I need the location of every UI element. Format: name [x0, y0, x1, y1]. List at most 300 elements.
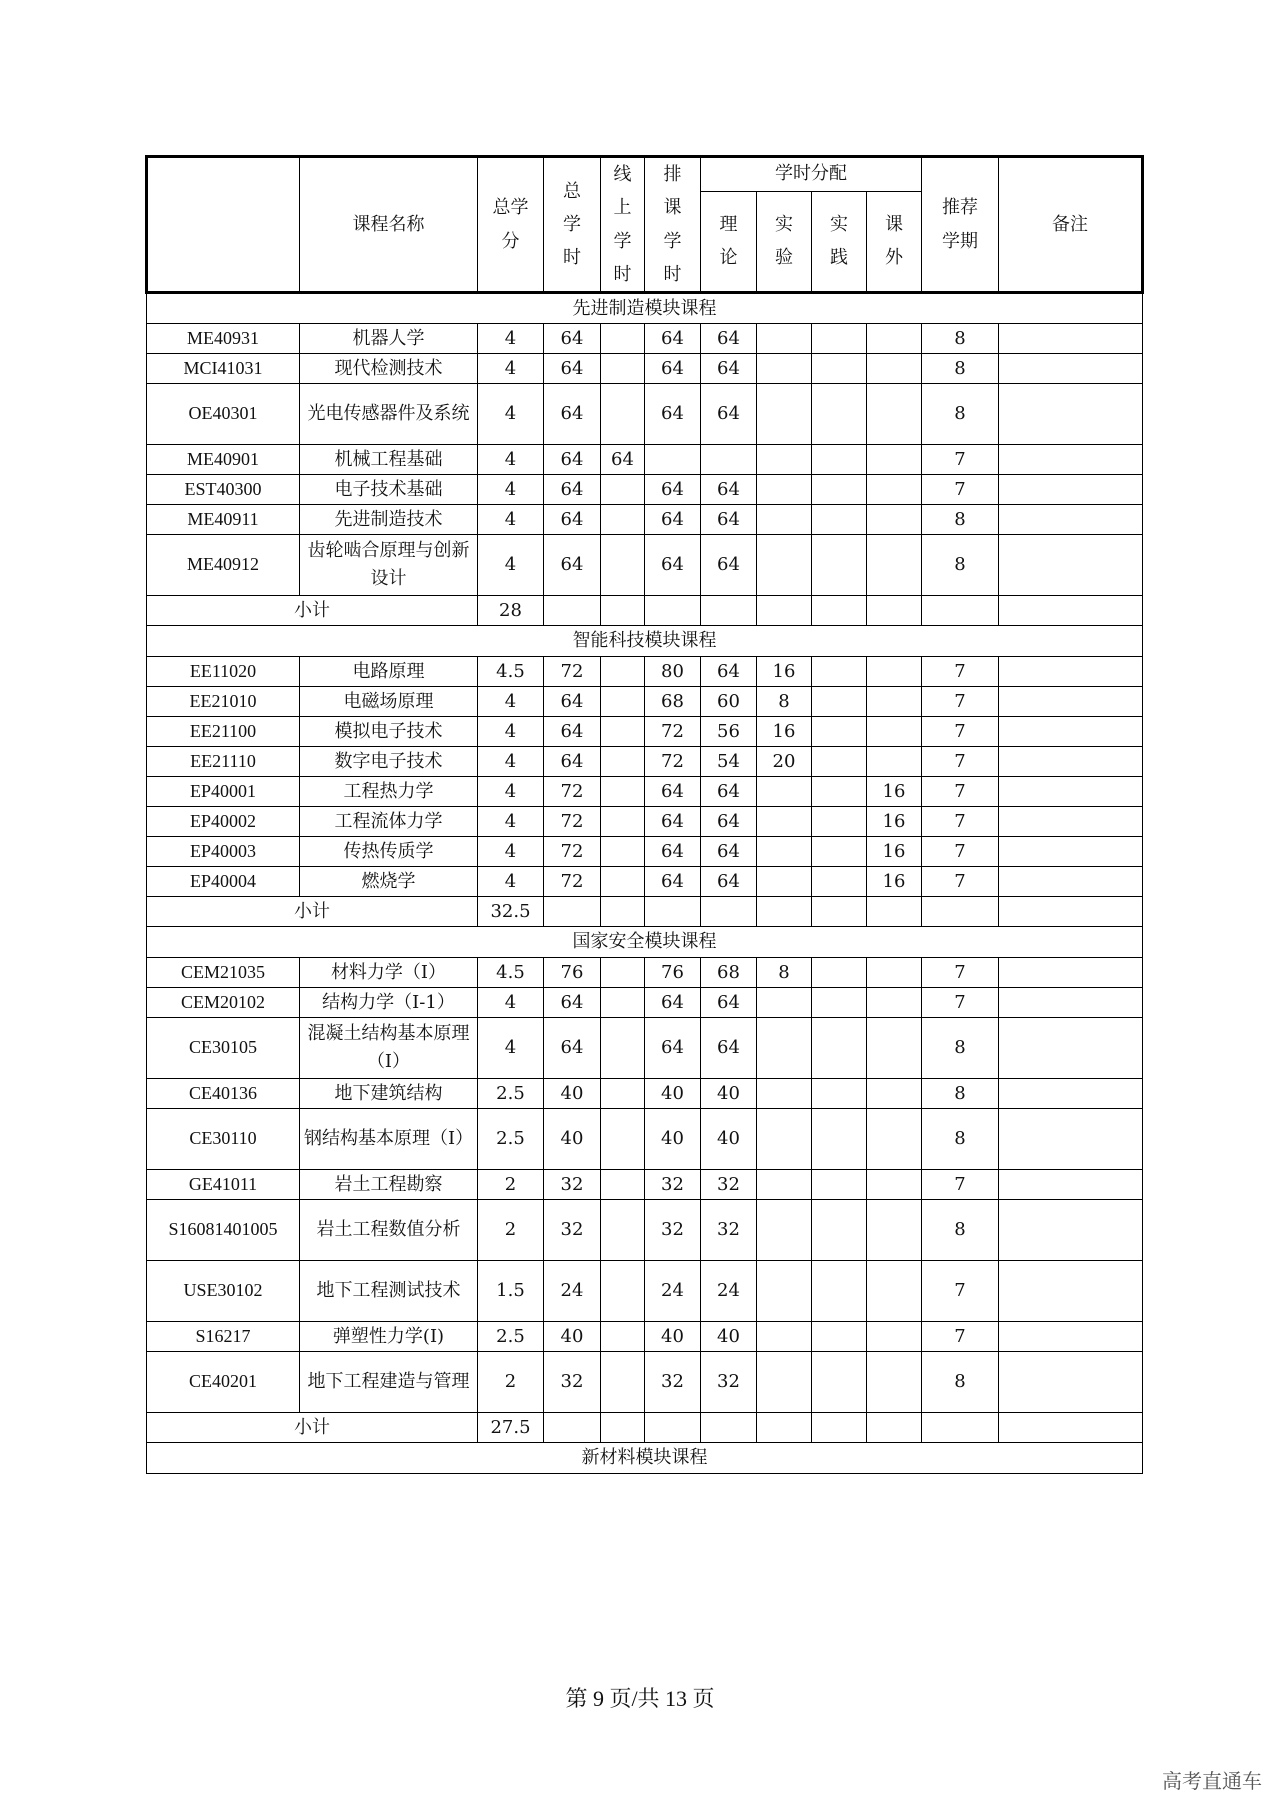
cell-semester: 7: [922, 837, 999, 867]
cell-online-hours: [601, 717, 645, 747]
course-table: [145, 155, 1144, 1474]
cell-online-hours: [601, 1200, 645, 1261]
subtotal-label: 小计: [147, 897, 478, 927]
cell-extracurricular: [867, 958, 922, 988]
cell-theory: 64: [701, 807, 757, 837]
cell-scheduled-hours: 40: [645, 1322, 701, 1352]
cell-name: 工程热力学: [300, 777, 478, 807]
cell-experiment: [757, 1170, 812, 1200]
cell-semester: 8: [922, 1079, 999, 1109]
cell-notes: [999, 535, 1143, 596]
cell-scheduled-hours: 64: [645, 535, 701, 596]
section-title: 国家安全模块课程: [147, 927, 1143, 958]
course-row: [147, 1018, 1143, 1079]
header-total-hours: 总学时: [544, 157, 601, 293]
cell-extracurricular: [867, 1109, 922, 1170]
cell-code: CEM20102: [147, 988, 300, 1018]
course-row: [147, 837, 1143, 867]
cell-semester: 8: [922, 505, 999, 535]
cell-online-hours: [601, 1018, 645, 1079]
subtotal-empty-cell: [867, 1413, 922, 1443]
course-row: [147, 1200, 1143, 1261]
cell-total-hours: 72: [544, 837, 601, 867]
cell-online-hours: [601, 837, 645, 867]
cell-total-hours: 64: [544, 687, 601, 717]
cell-total-hours: 64: [544, 535, 601, 596]
cell-scheduled-hours: 80: [645, 657, 701, 687]
cell-experiment: [757, 1018, 812, 1079]
cell-theory: 64: [701, 657, 757, 687]
subtotal-empty-cell: [544, 897, 601, 927]
subtotal-empty-cell: [922, 1413, 999, 1443]
cell-credits: 4: [478, 1018, 544, 1079]
cell-extracurricular: [867, 1261, 922, 1322]
cell-theory: 68: [701, 958, 757, 988]
subtotal-empty-cell: [701, 897, 757, 927]
cell-credits: 4: [478, 384, 544, 445]
cell-extracurricular: [867, 384, 922, 445]
subtotal-empty-cell: [812, 596, 867, 626]
cell-notes: [999, 777, 1143, 807]
header-hour-allocation: 学时分配: [701, 157, 922, 192]
header-credits: 总学分: [478, 157, 544, 293]
cell-notes: [999, 354, 1143, 384]
cell-experiment: [757, 535, 812, 596]
cell-experiment: [757, 1261, 812, 1322]
cell-scheduled-hours: 64: [645, 505, 701, 535]
cell-extracurricular: [867, 747, 922, 777]
cell-name: 模拟电子技术: [300, 717, 478, 747]
cell-experiment: [757, 445, 812, 475]
cell-experiment: [757, 475, 812, 505]
cell-practice: [812, 687, 867, 717]
page-footer: 第 9 页/共 13 页: [565, 1686, 715, 1711]
cell-extracurricular: [867, 445, 922, 475]
cell-scheduled-hours: 40: [645, 1109, 701, 1170]
cell-code: ME40931: [147, 324, 300, 354]
cell-online-hours: [601, 1322, 645, 1352]
cell-name: 地下工程测试技术: [300, 1261, 478, 1322]
cell-semester: 7: [922, 687, 999, 717]
cell-name: 齿轮啮合原理与创新设计: [300, 535, 478, 596]
cell-notes: [999, 475, 1143, 505]
cell-notes: [999, 384, 1143, 445]
cell-code: EE21010: [147, 687, 300, 717]
cell-theory: 64: [701, 988, 757, 1018]
cell-semester: 7: [922, 777, 999, 807]
cell-credits: 4: [478, 747, 544, 777]
cell-practice: [812, 1109, 867, 1170]
cell-experiment: [757, 324, 812, 354]
subtotal-empty-cell: [645, 596, 701, 626]
cell-semester: 7: [922, 807, 999, 837]
subtotal-empty-cell: [867, 897, 922, 927]
cell-notes: [999, 505, 1143, 535]
cell-name: 地下建筑结构: [300, 1079, 478, 1109]
header-practice: 实践: [812, 191, 867, 293]
cell-online-hours: [601, 1109, 645, 1170]
subtotal-empty-cell: [645, 1413, 701, 1443]
cell-name: 弹塑性力学(I): [300, 1322, 478, 1352]
cell-scheduled-hours: 64: [645, 1018, 701, 1079]
cell-online-hours: [601, 958, 645, 988]
cell-scheduled-hours: 64: [645, 384, 701, 445]
cell-scheduled-hours: 64: [645, 475, 701, 505]
cell-experiment: [757, 988, 812, 1018]
cell-practice: [812, 1018, 867, 1079]
cell-experiment: [757, 807, 812, 837]
cell-total-hours: 64: [544, 384, 601, 445]
cell-experiment: 8: [757, 958, 812, 988]
cell-notes: [999, 958, 1143, 988]
course-row: [147, 1261, 1143, 1322]
subtotal-empty-cell: [601, 1413, 645, 1443]
cell-semester: 7: [922, 1322, 999, 1352]
cell-code: ME40901: [147, 445, 300, 475]
cell-credits: 4: [478, 324, 544, 354]
cell-theory: 64: [701, 475, 757, 505]
cell-experiment: 20: [757, 747, 812, 777]
course-row: [147, 354, 1143, 384]
course-row: [147, 384, 1143, 445]
course-row: [147, 475, 1143, 505]
cell-semester: 7: [922, 717, 999, 747]
cell-credits: 4: [478, 867, 544, 897]
cell-credits: 2: [478, 1170, 544, 1200]
cell-semester: 8: [922, 535, 999, 596]
cell-experiment: [757, 867, 812, 897]
cell-practice: [812, 384, 867, 445]
cell-notes: [999, 837, 1143, 867]
course-row: [147, 1352, 1143, 1413]
cell-credits: 4: [478, 837, 544, 867]
cell-name: 电磁场原理: [300, 687, 478, 717]
cell-practice: [812, 505, 867, 535]
cell-total-hours: 64: [544, 1018, 601, 1079]
cell-extracurricular: [867, 717, 922, 747]
header-semester: 推荐学期: [922, 157, 999, 293]
subtotal-empty-cell: [544, 596, 601, 626]
cell-total-hours: 76: [544, 958, 601, 988]
cell-credits: 2.5: [478, 1322, 544, 1352]
cell-scheduled-hours: 68: [645, 687, 701, 717]
cell-code: CE30105: [147, 1018, 300, 1079]
subtotal-empty-cell: [645, 897, 701, 927]
cell-total-hours: 64: [544, 505, 601, 535]
course-row: [147, 535, 1143, 596]
subtotal-empty-cell: [999, 1413, 1143, 1443]
cell-practice: [812, 1322, 867, 1352]
cell-semester: 7: [922, 747, 999, 777]
cell-practice: [812, 445, 867, 475]
cell-practice: [812, 807, 867, 837]
cell-experiment: [757, 1322, 812, 1352]
cell-theory: 32: [701, 1170, 757, 1200]
course-row: [147, 867, 1143, 897]
cell-experiment: [757, 1352, 812, 1413]
cell-total-hours: 72: [544, 657, 601, 687]
cell-semester: 7: [922, 657, 999, 687]
cell-total-hours: 64: [544, 445, 601, 475]
subtotal-empty-cell: [999, 897, 1143, 927]
subtotal-empty-cell: [867, 596, 922, 626]
cell-extracurricular: [867, 475, 922, 505]
cell-notes: [999, 1018, 1143, 1079]
cell-online-hours: [601, 687, 645, 717]
cell-code: USE30102: [147, 1261, 300, 1322]
cell-semester: 8: [922, 324, 999, 354]
cell-notes: [999, 988, 1143, 1018]
cell-name: 光电传感器件及系统: [300, 384, 478, 445]
cell-notes: [999, 747, 1143, 777]
cell-credits: 4: [478, 475, 544, 505]
cell-theory: 54: [701, 747, 757, 777]
cell-practice: [812, 324, 867, 354]
cell-theory: 64: [701, 384, 757, 445]
cell-online-hours: [601, 747, 645, 777]
cell-extracurricular: [867, 324, 922, 354]
cell-extracurricular: 16: [867, 837, 922, 867]
cell-online-hours: [601, 657, 645, 687]
cell-name: 地下工程建造与管理: [300, 1352, 478, 1413]
cell-total-hours: 64: [544, 717, 601, 747]
cell-semester: 7: [922, 445, 999, 475]
cell-extracurricular: [867, 1170, 922, 1200]
cell-experiment: [757, 777, 812, 807]
cell-online-hours: [601, 1079, 645, 1109]
subtotal-empty-cell: [999, 596, 1143, 626]
cell-online-hours: [601, 807, 645, 837]
cell-scheduled-hours: 64: [645, 837, 701, 867]
cell-theory: 64: [701, 324, 757, 354]
cell-scheduled-hours: 40: [645, 1079, 701, 1109]
subtotal-empty-cell: [922, 897, 999, 927]
next-section-row: [147, 1443, 1143, 1474]
watermark: 高考直通车: [1162, 1769, 1262, 1793]
cell-total-hours: 64: [544, 747, 601, 777]
cell-name: 电子技术基础: [300, 475, 478, 505]
cell-online-hours: [601, 384, 645, 445]
cell-practice: [812, 1079, 867, 1109]
cell-extracurricular: 16: [867, 807, 922, 837]
cell-code: CE40136: [147, 1079, 300, 1109]
next-section-label: 新材料模块课程: [147, 1443, 1143, 1474]
cell-scheduled-hours: 72: [645, 717, 701, 747]
cell-credits: 4: [478, 988, 544, 1018]
course-row: [147, 807, 1143, 837]
cell-credits: 4: [478, 535, 544, 596]
course-row: [147, 988, 1143, 1018]
cell-notes: [999, 1261, 1143, 1322]
cell-scheduled-hours: 72: [645, 747, 701, 777]
cell-name: 机械工程基础: [300, 445, 478, 475]
cell-total-hours: 64: [544, 988, 601, 1018]
cell-practice: [812, 988, 867, 1018]
cell-scheduled-hours: 24: [645, 1261, 701, 1322]
cell-total-hours: 40: [544, 1109, 601, 1170]
subtotal-empty-cell: [812, 897, 867, 927]
header-experiment: 实验: [757, 191, 812, 293]
subtotal-credits: 28: [478, 596, 544, 626]
cell-name: 工程流体力学: [300, 807, 478, 837]
cell-online-hours: [601, 505, 645, 535]
cell-credits: 4: [478, 807, 544, 837]
cell-experiment: [757, 837, 812, 867]
cell-notes: [999, 657, 1143, 687]
cell-total-hours: 72: [544, 867, 601, 897]
cell-experiment: [757, 1109, 812, 1170]
cell-notes: [999, 807, 1143, 837]
cell-extracurricular: 16: [867, 777, 922, 807]
cell-semester: 7: [922, 867, 999, 897]
cell-online-hours: [601, 535, 645, 596]
course-row: [147, 657, 1143, 687]
cell-online-hours: [601, 475, 645, 505]
cell-online-hours: [601, 777, 645, 807]
subtotal-credits: 32.5: [478, 897, 544, 927]
cell-experiment: 16: [757, 717, 812, 747]
cell-theory: 40: [701, 1109, 757, 1170]
cell-practice: [812, 747, 867, 777]
header-scheduled-hours: 排课学时: [645, 157, 701, 293]
section-title-row: [147, 293, 1143, 324]
header-theory: 理论: [701, 191, 757, 293]
cell-theory: 40: [701, 1079, 757, 1109]
cell-code: EP40004: [147, 867, 300, 897]
course-row: [147, 747, 1143, 777]
cell-credits: 4: [478, 505, 544, 535]
cell-code: EST40300: [147, 475, 300, 505]
cell-name: 电路原理: [300, 657, 478, 687]
cell-experiment: [757, 384, 812, 445]
cell-total-hours: 72: [544, 807, 601, 837]
subtotal-empty-cell: [757, 897, 812, 927]
cell-theory: 32: [701, 1200, 757, 1261]
cell-code: ME40912: [147, 535, 300, 596]
cell-scheduled-hours: 64: [645, 988, 701, 1018]
cell-practice: [812, 1352, 867, 1413]
cell-scheduled-hours: [645, 445, 701, 475]
cell-practice: [812, 1200, 867, 1261]
subtotal-empty-cell: [601, 596, 645, 626]
cell-scheduled-hours: 64: [645, 807, 701, 837]
cell-credits: 4: [478, 354, 544, 384]
course-row: [147, 958, 1143, 988]
cell-experiment: [757, 1200, 812, 1261]
cell-semester: 8: [922, 1109, 999, 1170]
section-title-row: [147, 927, 1143, 958]
cell-total-hours: 32: [544, 1352, 601, 1413]
cell-online-hours: [601, 1170, 645, 1200]
cell-total-hours: 40: [544, 1322, 601, 1352]
cell-code: MCI41031: [147, 354, 300, 384]
cell-credits: 4: [478, 687, 544, 717]
cell-code: EP40003: [147, 837, 300, 867]
cell-extracurricular: [867, 535, 922, 596]
cell-credits: 1.5: [478, 1261, 544, 1322]
cell-theory: [701, 445, 757, 475]
cell-notes: [999, 1170, 1143, 1200]
cell-experiment: 8: [757, 687, 812, 717]
cell-semester: 8: [922, 1200, 999, 1261]
cell-theory: 40: [701, 1322, 757, 1352]
subtotal-empty-cell: [701, 596, 757, 626]
cell-extracurricular: [867, 1018, 922, 1079]
cell-total-hours: 24: [544, 1261, 601, 1322]
course-row: [147, 717, 1143, 747]
cell-name: 数字电子技术: [300, 747, 478, 777]
cell-extracurricular: [867, 687, 922, 717]
cell-notes: [999, 717, 1143, 747]
cell-total-hours: 32: [544, 1170, 601, 1200]
cell-online-hours: [601, 1352, 645, 1413]
cell-extracurricular: [867, 1352, 922, 1413]
cell-name: 传热传质学: [300, 837, 478, 867]
subtotal-empty-cell: [922, 596, 999, 626]
cell-code: S16217: [147, 1322, 300, 1352]
cell-code: EE11020: [147, 657, 300, 687]
cell-scheduled-hours: 64: [645, 354, 701, 384]
cell-experiment: [757, 1079, 812, 1109]
cell-semester: 8: [922, 354, 999, 384]
cell-notes: [999, 1079, 1143, 1109]
cell-practice: [812, 535, 867, 596]
cell-extracurricular: [867, 657, 922, 687]
cell-total-hours: 72: [544, 777, 601, 807]
cell-notes: [999, 1109, 1143, 1170]
cell-experiment: [757, 505, 812, 535]
cell-theory: 64: [701, 354, 757, 384]
cell-theory: 64: [701, 867, 757, 897]
cell-semester: 8: [922, 1352, 999, 1413]
cell-theory: 24: [701, 1261, 757, 1322]
course-row: [147, 324, 1143, 354]
cell-experiment: [757, 354, 812, 384]
cell-practice: [812, 958, 867, 988]
cell-practice: [812, 1170, 867, 1200]
subtotal-empty-cell: [544, 1413, 601, 1443]
cell-practice: [812, 354, 867, 384]
cell-notes: [999, 1322, 1143, 1352]
header-course-name: 课程名称: [300, 157, 478, 293]
header-online-hours: 线上学时: [601, 157, 645, 293]
subtotal-label: 小计: [147, 1413, 478, 1443]
subtotal-empty-cell: [601, 897, 645, 927]
cell-extracurricular: [867, 1322, 922, 1352]
cell-code: EE21100: [147, 717, 300, 747]
cell-scheduled-hours: 32: [645, 1170, 701, 1200]
course-row: [147, 1170, 1143, 1200]
subtotal-empty-cell: [812, 1413, 867, 1443]
cell-code: EE21110: [147, 747, 300, 777]
cell-notes: [999, 445, 1143, 475]
cell-code: EP40001: [147, 777, 300, 807]
cell-credits: 4: [478, 445, 544, 475]
cell-extracurricular: [867, 505, 922, 535]
cell-credits: 2: [478, 1352, 544, 1413]
cell-extracurricular: [867, 1079, 922, 1109]
cell-credits: 4.5: [478, 657, 544, 687]
cell-name: 岩土工程勘察: [300, 1170, 478, 1200]
cell-credits: 4: [478, 717, 544, 747]
cell-theory: 64: [701, 535, 757, 596]
cell-notes: [999, 867, 1143, 897]
header-notes: 备注: [999, 157, 1143, 293]
cell-scheduled-hours: 76: [645, 958, 701, 988]
cell-online-hours: [601, 1261, 645, 1322]
cell-total-hours: 40: [544, 1079, 601, 1109]
cell-semester: 7: [922, 1170, 999, 1200]
